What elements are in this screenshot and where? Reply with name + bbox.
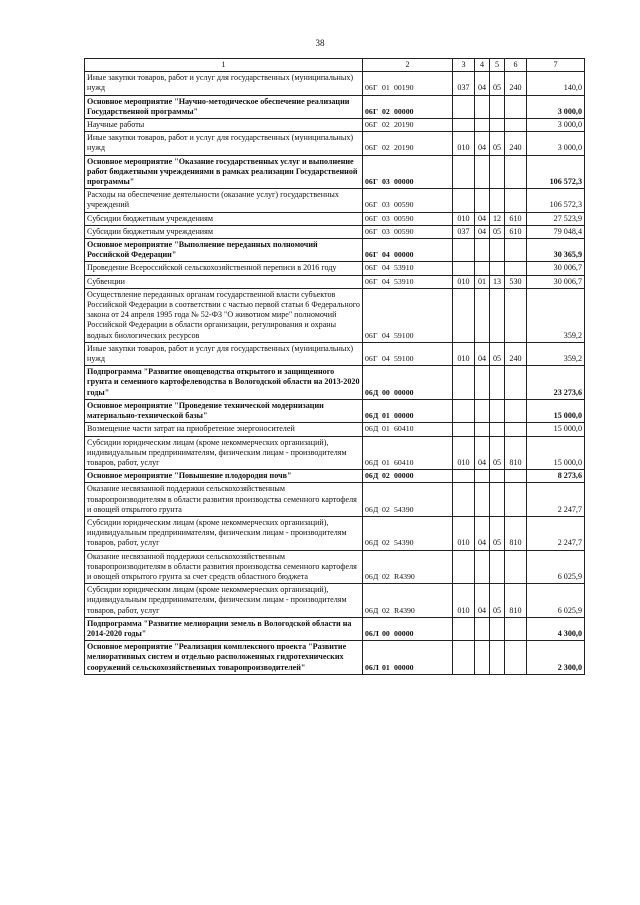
code-part: Г [373,106,378,116]
row-vr: 010 [453,212,475,225]
row-vr [453,483,475,517]
row-vr [453,189,475,212]
code-part: 06 [365,411,373,421]
code-part: 00000 [394,106,414,116]
code-part: Л [373,662,379,672]
row-vr [453,262,475,275]
row-amount: 2 247,7 [527,483,585,517]
code-part: 03 [382,226,390,236]
row-amount: 3 000,0 [527,119,585,132]
row-rz [475,119,490,132]
table-row [85,399,585,422]
row-ks [505,239,527,262]
row-rz: 04 [475,212,490,225]
row-ks: 810 [505,584,527,618]
row-rz: 04 [475,584,490,618]
row-pr: 05 [490,72,505,95]
code-part: 06 [365,662,373,672]
row-amount: 359,2 [527,288,585,342]
row-vr [453,617,475,640]
row-pr [490,95,505,118]
code-part: Г [373,354,378,364]
code-part: Г [373,177,378,187]
row-ks [505,483,527,517]
code-part: 00000 [394,177,414,187]
row-name: Субсидии бюджетным учреждениям [85,212,363,225]
code-part: 03 [382,213,390,223]
row-ks [505,366,527,400]
row-pr [490,262,505,275]
table-row [85,119,585,132]
code-part: 01 [382,83,390,93]
row-name: Оказание несвязанной поддержки сельскохозяйственным товаропроизводителям в области развития производства семенного картофеля и овощей открытого грунта [85,483,363,517]
row-amount: 15 000,0 [527,423,585,436]
row-pr [490,550,505,584]
code-part: Д [373,457,379,467]
table-row [85,342,585,365]
code-part: 06 [365,213,373,223]
row-name: Основное мероприятие "Научно-методическое обеспечение реализации Государственной программы" [85,95,363,118]
row-amount: 2 300,0 [527,641,585,675]
row-ks [505,550,527,584]
column-header: 6 [505,59,527,72]
row-code [363,550,453,584]
row-rz [475,483,490,517]
table-row [85,550,585,584]
table-row [85,470,585,483]
code-part: Л [373,628,379,638]
row-code [363,423,453,436]
row-pr: 12 [490,212,505,225]
row-amount: 140,0 [527,72,585,95]
row-rz: 04 [475,225,490,238]
row-rz [475,641,490,675]
row-pr [490,470,505,483]
row-ks: 240 [505,72,527,95]
row-amount: 6 025,9 [527,584,585,618]
code-part: 02 [382,538,390,548]
row-vr [453,239,475,262]
row-code [363,155,453,189]
code-part: 01 [382,457,390,467]
column-header: 3 [453,59,475,72]
row-vr [453,470,475,483]
row-vr [453,423,475,436]
page-number: 38 [315,38,325,48]
row-pr [490,641,505,675]
row-amount: 79 048,4 [527,225,585,238]
row-pr [490,483,505,517]
table-row [85,262,585,275]
row-rz [475,399,490,422]
row-ks [505,641,527,675]
row-name: Субсидии юридическим лицам (кроме некоммерческих организаций), индивидуальным предпринимателям, физическим лицам - производителям товаров, работ, услуг [85,584,363,618]
table-row [85,72,585,95]
code-part: 00000 [394,250,414,260]
row-pr [490,119,505,132]
row-name: Научные работы [85,119,363,132]
row-name: Основное мероприятие "Оказание государственных услуг и выполнение работ бюджетными учреждениями в рамках реализации Государственной программы" [85,155,363,189]
row-rz [475,617,490,640]
row-vr [453,550,475,584]
row-name: Иные закупки товаров, работ и услуг для государственных (муниципальных) нужд [85,132,363,155]
table-row [85,617,585,640]
row-amount: 15 000,0 [527,436,585,470]
row-rz [475,239,490,262]
row-name: Субсидии бюджетным учреждениям [85,225,363,238]
code-part: 53910 [394,263,414,273]
code-part: R4390 [394,605,415,615]
row-pr [490,189,505,212]
code-part: 00590 [394,213,414,223]
row-amount: 27 523,9 [527,212,585,225]
code-part: Г [373,120,378,130]
table-row [85,155,585,189]
code-part: Д [373,504,379,514]
row-code [363,617,453,640]
code-part: 59100 [394,354,414,364]
code-part: 04 [382,250,390,260]
code-part: 06 [365,177,373,187]
row-rz [475,189,490,212]
code-part: 06 [365,457,373,467]
table-row [85,189,585,212]
code-part: 00000 [394,471,414,481]
row-pr: 05 [490,342,505,365]
code-part: 04 [382,330,390,340]
code-part: Д [373,387,379,397]
row-rz [475,470,490,483]
row-vr: 010 [453,436,475,470]
row-rz: 01 [475,275,490,288]
row-ks: 530 [505,275,527,288]
column-header: 1 [85,59,363,72]
table-header-row [85,59,585,72]
code-part: 03 [382,177,390,187]
code-part: 00000 [394,628,414,638]
row-vr [453,95,475,118]
code-part: 02 [382,143,390,153]
table-row [85,275,585,288]
code-part: 00590 [394,200,414,210]
table-row [85,436,585,470]
code-part: 06 [365,471,373,481]
code-part: 01 [382,411,390,421]
code-part: 20190 [394,143,414,153]
row-code [363,366,453,400]
row-pr [490,617,505,640]
code-part: 60410 [394,457,414,467]
row-rz: 04 [475,72,490,95]
row-rz [475,95,490,118]
code-part: 02 [382,106,390,116]
row-name: Основное мероприятие "Реализация комплексного проекта "Развитие мелиоративных систем и отдельно расположенных гидротехнических сооружений сельскохозяйственных товаропроизводителей" [85,641,363,675]
code-part: 59100 [394,330,414,340]
row-amount: 30 365,9 [527,239,585,262]
code-part: 06 [365,504,373,514]
row-name: Иные закупки товаров, работ и услуг для государственных (муниципальных) нужд [85,72,363,95]
row-rz [475,262,490,275]
code-part: 00000 [394,411,414,421]
row-ks [505,470,527,483]
row-code [363,399,453,422]
code-part: 54390 [394,538,414,548]
row-name: Основное мероприятие "Повышение плодородия почв" [85,470,363,483]
row-name: Подпрограмма "Развитие овощеводства открытого и защищенного грунта и семенного картофелеводства в Вологодской области на 2013-2020 годы" [85,366,363,400]
code-part: 06 [365,200,373,210]
row-code [363,119,453,132]
code-part: Г [373,226,378,236]
row-vr: 010 [453,275,475,288]
table-row [85,212,585,225]
code-part: Д [373,538,379,548]
row-amount: 2 247,7 [527,516,585,550]
code-part: 00190 [394,83,414,93]
table-row [85,288,585,342]
row-code [363,288,453,342]
row-rz: 04 [475,132,490,155]
row-ks [505,288,527,342]
table-row [85,483,585,517]
row-code [363,584,453,618]
row-pr [490,399,505,422]
table-row [85,584,585,618]
row-name: Возмещение части затрат на приобретение энергоносителей [85,423,363,436]
row-vr [453,641,475,675]
code-part: Г [373,143,378,153]
row-vr: 010 [453,342,475,365]
row-ks: 810 [505,516,527,550]
table-row [85,423,585,436]
table-row [85,225,585,238]
code-part: Д [373,411,379,421]
code-part: 00000 [394,387,414,397]
code-part: Г [373,276,378,286]
code-part: 06 [365,143,373,153]
row-amount: 6 025,9 [527,550,585,584]
row-name: Основное мероприятие "Выполнение переданных полномочий Российской Федерации" [85,239,363,262]
code-part: 02 [382,605,390,615]
row-pr: 05 [490,225,505,238]
code-part: 00 [382,628,390,638]
code-part: 00000 [394,662,414,672]
code-part: 06 [365,538,373,548]
column-header: 5 [490,59,505,72]
code-part: 00 [382,387,390,397]
row-pr: 05 [490,516,505,550]
code-part: 00590 [394,226,414,236]
row-name: Субсидии юридическим лицам (кроме некоммерческих организаций), индивидуальным предпринимателям, физическим лицам - производителям товаров, работ, услуг [85,516,363,550]
row-amount: 3 000,0 [527,95,585,118]
row-code [363,470,453,483]
table-row [85,132,585,155]
row-name: Основное мероприятие "Проведение технической модернизации материально-технической базы" [85,399,363,422]
row-rz [475,155,490,189]
row-pr [490,423,505,436]
code-part: 20190 [394,120,414,130]
code-part: 06 [365,571,373,581]
row-ks [505,399,527,422]
code-part: 06 [365,276,373,286]
row-code [363,72,453,95]
code-part: 04 [382,354,390,364]
row-ks [505,617,527,640]
row-ks [505,262,527,275]
row-amount: 8 273,6 [527,470,585,483]
row-code [363,262,453,275]
row-rz: 04 [475,436,490,470]
code-part: 04 [382,276,390,286]
row-name: Подпрограмма "Развитие мелиорации земель в Вологодской области на 2014-2020 годы" [85,617,363,640]
row-amount: 106 572,3 [527,189,585,212]
row-code [363,483,453,517]
row-pr: 05 [490,436,505,470]
code-part: Г [373,83,378,93]
row-ks: 240 [505,342,527,365]
code-part: 54390 [394,504,414,514]
row-name: Расходы на обеспечение деятельности (оказание услуг) государственных учреждений [85,189,363,212]
row-ks [505,95,527,118]
row-amount: 15 000,0 [527,399,585,422]
code-part: Д [373,424,379,434]
row-pr: 13 [490,275,505,288]
row-vr: 010 [453,132,475,155]
code-part: 06 [365,120,373,130]
row-pr [490,366,505,400]
code-part: Д [373,605,379,615]
row-amount: 106 572,3 [527,155,585,189]
row-name: Субсидии юридическим лицам (кроме некоммерческих организаций), индивидуальным предпринимателям, физическим лицам - производителям товаров, работ, услуг [85,436,363,470]
table-row [85,641,585,675]
code-part: 02 [382,471,390,481]
row-rz: 04 [475,342,490,365]
row-vr [453,288,475,342]
code-part: R4390 [394,571,415,581]
row-rz [475,288,490,342]
row-amount: 4 300,0 [527,617,585,640]
code-part: Г [373,213,378,223]
row-name: Осуществление переданных органам государственной власти субъектов Российской Федерации в соответствии с частью первой статьи 6 Федерального закона от 24 апреля 1995 года № 52-ФЗ "О животном мире" полномочий Российской Федерации в области организации, регулирования и охраны водных биологических ресурсов [85,288,363,342]
row-code [363,641,453,675]
code-part: 06 [365,387,373,397]
row-pr: 05 [490,132,505,155]
row-amount: 30 006,7 [527,262,585,275]
code-part: 53910 [394,276,414,286]
code-part: Д [373,471,379,481]
code-part: 01 [382,424,390,434]
code-part: 06 [365,330,373,340]
table-row [85,239,585,262]
row-vr [453,366,475,400]
row-code [363,95,453,118]
row-ks [505,119,527,132]
row-name: Иные закупки товаров, работ и услуг для государственных (муниципальных) нужд [85,342,363,365]
row-code [363,239,453,262]
row-vr: 010 [453,584,475,618]
code-part: 06 [365,250,373,260]
row-ks: 240 [505,132,527,155]
row-code [363,275,453,288]
code-part: 06 [365,605,373,615]
row-rz: 04 [475,516,490,550]
code-part: 02 [382,504,390,514]
code-part: Г [373,250,378,260]
row-rz [475,423,490,436]
code-part: Г [373,263,378,273]
row-pr [490,155,505,189]
code-part: 06 [365,354,373,364]
row-pr: 05 [490,584,505,618]
row-ks [505,189,527,212]
row-rz [475,366,490,400]
code-part: 04 [382,263,390,273]
code-part: 06 [365,424,373,434]
row-ks: 810 [505,436,527,470]
code-part: 02 [382,571,390,581]
row-code [363,436,453,470]
budget-table [84,58,585,675]
code-part: 01 [382,662,390,672]
code-part: 06 [365,263,373,273]
code-part: Г [373,200,378,210]
code-part: 06 [365,226,373,236]
row-code [363,132,453,155]
row-name: Проведение Всероссийской сельскохозяйственной переписи в 2016 году [85,262,363,275]
code-part: 06 [365,628,373,638]
code-part: Г [373,330,378,340]
row-ks: 610 [505,225,527,238]
code-part: 06 [365,83,373,93]
row-name: Субвенции [85,275,363,288]
row-code [363,189,453,212]
code-part: 03 [382,200,390,210]
row-vr: 037 [453,72,475,95]
row-amount: 23 273,6 [527,366,585,400]
row-amount: 359,2 [527,342,585,365]
row-ks [505,155,527,189]
row-code [363,225,453,238]
code-part: Д [373,571,379,581]
code-part: 06 [365,106,373,116]
table-row [85,366,585,400]
row-vr [453,119,475,132]
row-ks [505,423,527,436]
row-ks: 610 [505,212,527,225]
row-vr: 037 [453,225,475,238]
row-amount: 3 000,0 [527,132,585,155]
row-pr [490,239,505,262]
row-pr [490,288,505,342]
row-code [363,342,453,365]
row-name: Оказание несвязанной поддержки сельскохозяйственным товаропроизводителям в области развития производства семенного картофеля и овощей открытого грунта за счет средств областного бюджета [85,550,363,584]
row-code [363,516,453,550]
code-part: 60410 [394,424,414,434]
row-vr [453,399,475,422]
column-header: 2 [363,59,453,72]
column-header: 7 [527,59,585,72]
row-vr [453,155,475,189]
table-row [85,95,585,118]
table-row [85,516,585,550]
row-vr: 010 [453,516,475,550]
column-header: 4 [475,59,490,72]
code-part: 02 [382,120,390,130]
row-code [363,212,453,225]
row-amount: 30 006,7 [527,275,585,288]
row-rz [475,550,490,584]
